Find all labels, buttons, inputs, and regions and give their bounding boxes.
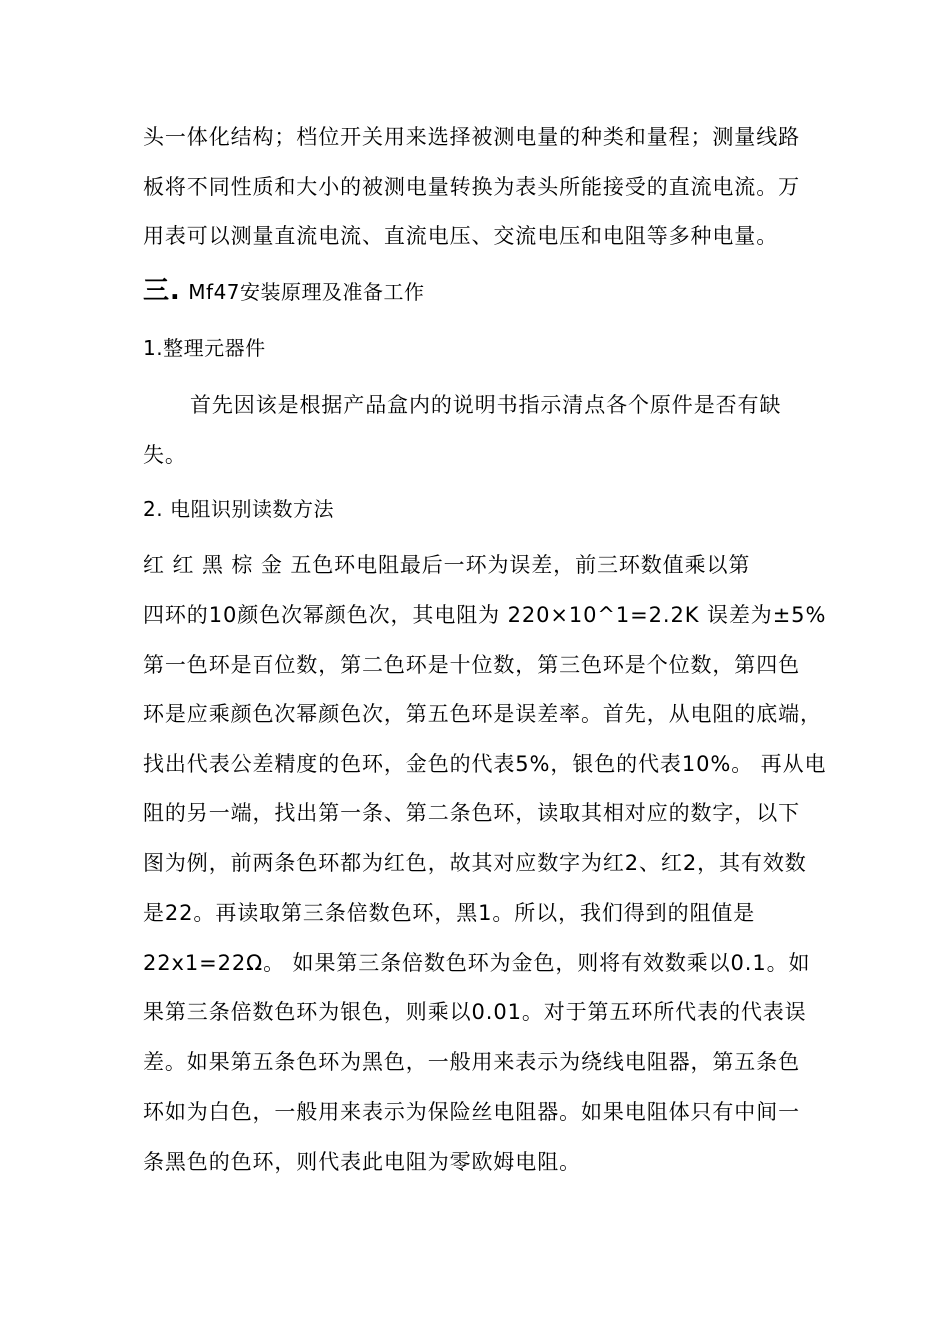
body-text-line: 果第三条倍数色环为银色，则乘以0.01。对于第五环所代表的代表误 bbox=[143, 1000, 807, 1024]
body-text-line: 条黑色的色环，则代表此电阻为零欧姆电阻。 bbox=[143, 1150, 581, 1174]
body-text-line: 差。如果第五条色环为黑色，一般用来表示为绕线电阻器，第五条色 bbox=[143, 1050, 800, 1074]
body-text-line: 环是应乘颜色次幂颜色次，第五色环是误差率。首先，从电阻的底端， bbox=[143, 702, 822, 726]
body-text-line: 板将不同性质和大小的被测电量转换为表头所能接受的直流电流。万 bbox=[143, 175, 800, 199]
subsection-heading: 1.整理元器件 bbox=[143, 336, 266, 360]
subsection-heading: 2. 电阻识别读数方法 bbox=[143, 497, 334, 521]
body-text-line: 四环的10颜色次幂颜色次，其电阻为 220×10^1=2.2K 误差为±5% bbox=[143, 603, 827, 627]
body-text-line: 找出代表公差精度的色环，金色的代表5%，银色的代表10%。 再从电 bbox=[143, 752, 827, 776]
body-text-line: 首先因该是根据产品盒内的说明书指示清点各个原件是否有缺 bbox=[190, 393, 782, 417]
section-title: Mf47安装原理及准备工作 bbox=[188, 280, 425, 304]
body-text-line: 环如为白色，一般用来表示为保险丝电阻器。如果电阻体只有中间一 bbox=[143, 1100, 800, 1124]
body-text-line: 是22。再读取第三条倍数色环，黑1。所以，我们得到的阻值是 bbox=[143, 901, 756, 925]
body-text-line: 22x1=22Ω。 如果第三条倍数色环为金色，则将有效数乘以0.1。如 bbox=[143, 951, 811, 975]
body-text-line: 失。 bbox=[143, 443, 187, 467]
section-number: 三. bbox=[143, 276, 181, 306]
body-text-line: 头一体化结构；档位开关用来选择被测电量的种类和量程；测量线路 bbox=[143, 125, 800, 149]
body-text-line: 红 红 黑 棕 金 五色环电阻最后一环为误差，前三环数值乘以第 bbox=[143, 553, 751, 577]
body-text-line: 阻的另一端，找出第一条、第二条色环，读取其相对应的数字，以下 bbox=[143, 801, 800, 825]
body-text-line: 第一色环是百位数，第二色环是十位数，第三色环是个位数，第四色 bbox=[143, 653, 800, 677]
body-text-line: 图为例，前两条色环都为红色，故其对应数字为红2、红2，其有效数 bbox=[143, 851, 807, 875]
body-text-line: 用表可以测量直流电流、直流电压、交流电压和电阻等多种电量。 bbox=[143, 224, 779, 248]
section-heading bbox=[143, 276, 813, 307]
